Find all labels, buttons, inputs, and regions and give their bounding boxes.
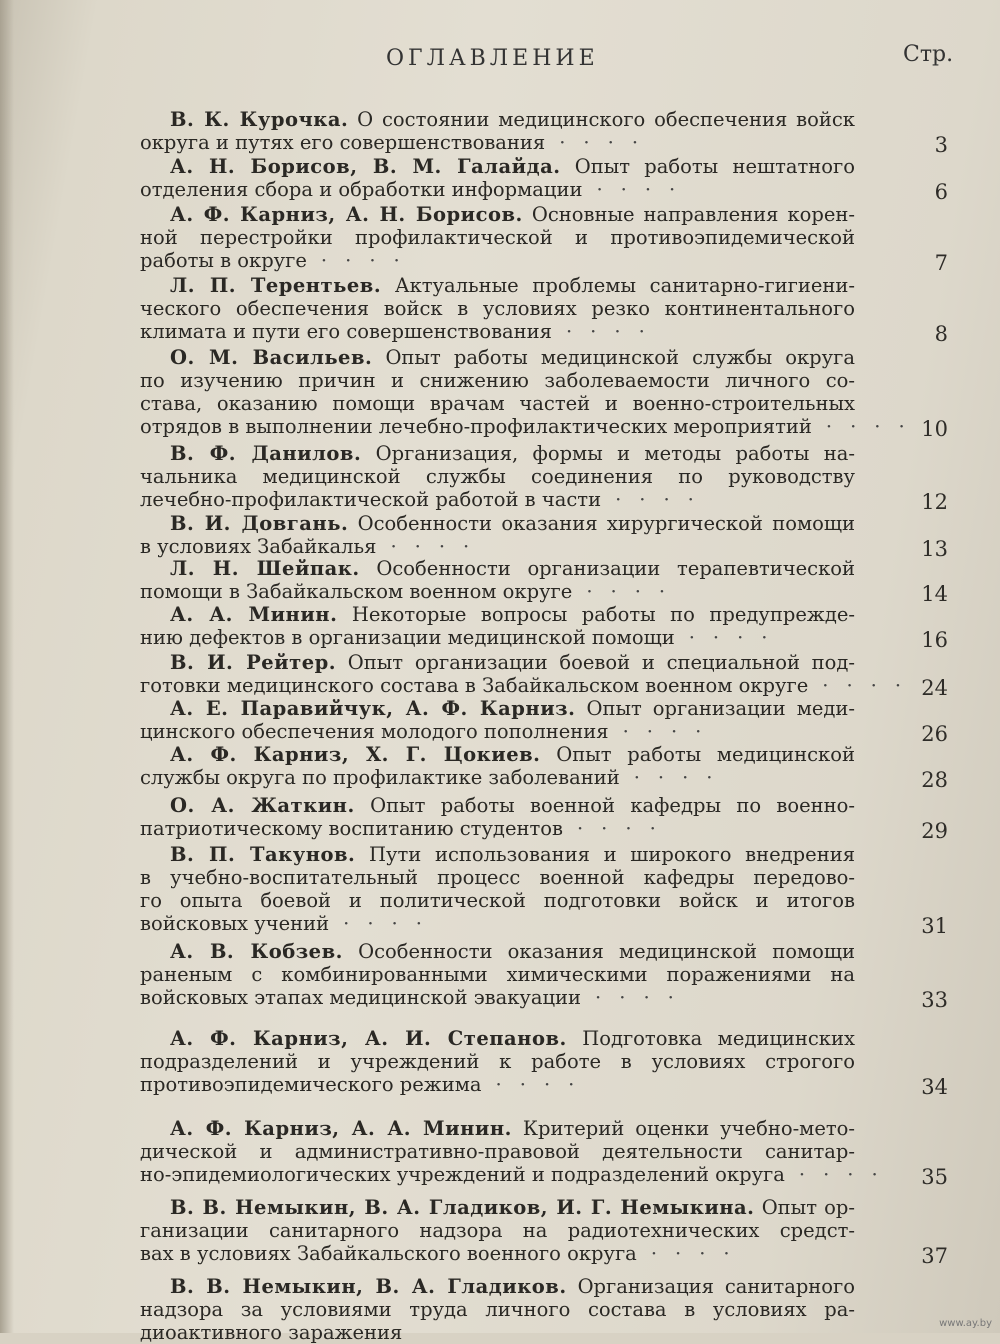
toc-entry-title-text: Опыт организации меди- — [586, 697, 856, 720]
toc-entry-title-text: округа и путях его совершенствования — [140, 131, 546, 154]
dot-leaders: ···· — [495, 1073, 593, 1096]
toc-entry-title-text: Подготовка медицинских — [582, 1027, 855, 1050]
toc-entry-title-text: чальника медицинской службы соединения по руководству — [140, 465, 855, 488]
toc-entry-page-number: 34 — [921, 1075, 948, 1099]
toc-entry-title-text: Особенности оказания медицинской помощи — [358, 940, 856, 963]
toc-entry-authors: А. Ф. Карниз, А. А. Минин. — [170, 1117, 512, 1140]
watermark: www.ay.by — [939, 1318, 992, 1329]
toc-entry-title-text: Опыт ор- — [761, 1196, 855, 1219]
toc-entry-line — [170, 1027, 855, 1050]
toc-entry-authors: А. Н. Борисов, В. М. Галайда. — [170, 155, 561, 178]
toc-entry-page-number: 8 — [934, 322, 948, 346]
toc-entry-title-text: Некоторые вопросы работы по предупрежде- — [351, 603, 855, 626]
toc-entry-line — [140, 415, 923, 438]
toc-entry-page-number: 10 — [921, 417, 948, 441]
toc-entry-title-text: готовки медицинского состава в Забайкальском военном округе — [140, 674, 809, 697]
toc-entry-line — [140, 297, 855, 320]
toc-entry-title-text: диоактивного заражения — [140, 1321, 403, 1344]
toc-entry-title-text: противоэпидемического режима — [140, 1073, 482, 1096]
toc-entry-authors: А. Е. Паравийчук, А. Ф. Карниз. — [170, 697, 576, 720]
toc-entry-page-number: 24 — [921, 676, 948, 700]
toc-entry-title-text: Особенности организации терапевтической — [376, 557, 856, 580]
toc-entry-page-number: 7 — [934, 251, 948, 275]
toc-entry-line — [140, 963, 855, 986]
toc-entry-title-text: го опыта боевой и политической подготовки войск и итогов — [140, 889, 855, 912]
toc-entry-authors: В. К. Курочка. — [170, 108, 349, 131]
toc-entry-title-text: подразделений и учреждений к работе в условиях строгого — [140, 1050, 855, 1073]
dot-leaders: ···· — [615, 488, 712, 511]
toc-entry-title-text: службы округа по профилактике заболеваний — [140, 766, 620, 789]
toc-entry-line — [140, 178, 855, 201]
toc-entry-title-text: цинского обеспечения молодого пополнения — [140, 720, 609, 743]
toc-entry-line — [140, 320, 855, 343]
toc-entry-authors: А. Ф. Карниз, А. И. Степанов. — [170, 1027, 567, 1050]
toc-entry-title-text: но-эпидемиологических учреждений и подразделений округа — [140, 1163, 785, 1186]
toc-entry-page-number: 31 — [921, 914, 948, 938]
toc-entry-line — [170, 155, 855, 178]
toc-entry-line — [170, 743, 855, 766]
toc-entry-page-number: 13 — [921, 537, 948, 561]
toc-entry-line — [140, 369, 855, 392]
toc-entry-title-text: дической и административно-правовой деятельности санитар- — [140, 1140, 855, 1163]
toc-entry-authors: А. В. Кобзев. — [170, 940, 343, 963]
toc-entry-page-number: 12 — [921, 490, 948, 514]
toc-entry-title-text: отделения сбора и обработки информации — [140, 178, 583, 201]
toc-entry-authors: А. Ф. Карниз, Х. Г. Цокиев. — [170, 743, 541, 766]
toc-entry-page-number: 37 — [921, 1244, 948, 1268]
toc-entry-authors: В. И. Довгань. — [170, 512, 349, 535]
dot-leaders: ···· — [596, 178, 694, 201]
toc-entry-page-number: 26 — [921, 722, 948, 746]
toc-entry-title-text: Особенности оказания хирургической помощи — [357, 512, 855, 535]
toc-entry-title-text: помощи в Забайкальском военном округе — [140, 580, 573, 603]
toc-entry-authors: В. И. Рейтер. — [170, 651, 337, 674]
toc-entry-title-text: вах в условиях Забайкальского военного округа — [140, 1242, 637, 1265]
toc-entry-title-text: О состоянии медицинского обеспечения войск — [357, 108, 855, 131]
dot-leaders: ···· — [650, 1242, 748, 1265]
dot-leaders: ···· — [595, 986, 692, 1009]
toc-entry-line — [140, 1298, 855, 1321]
toc-entry-authors: В. П. Такунов. — [170, 843, 356, 866]
toc-entry-title-text: войсковых учений — [140, 912, 330, 935]
toc-entry-page-number: 14 — [921, 582, 948, 606]
toc-entry-line — [140, 249, 855, 272]
toc-entry-line — [170, 442, 855, 465]
toc-entry-page-number: 6 — [934, 180, 948, 204]
toc-entry-line — [170, 651, 855, 674]
toc-entry-line — [170, 603, 855, 626]
toc-entry-title-text: в условиях Забайкалья — [140, 535, 377, 558]
toc-entry-title-text: Критерий оценки учебно-мето- — [522, 1117, 855, 1140]
toc-entry-line — [170, 346, 855, 369]
toc-entry-title-text: Пути использования и широкого внедрения — [369, 843, 856, 866]
toc-entry-line — [170, 1275, 855, 1298]
toc-entry-title-text: раненым с комбинированными химическими поражениями на — [140, 963, 855, 986]
toc-entry-line — [140, 1219, 855, 1242]
toc-entry-title-text: лечебно-профилактической работой в части — [140, 488, 602, 511]
toc-entry-line — [170, 108, 855, 131]
toc-entry-line — [140, 1242, 855, 1265]
toc-entry-line — [140, 817, 855, 840]
toc-entry-page-number: 16 — [921, 628, 948, 652]
page-title: ОГЛАВЛЕНИЕ — [386, 46, 599, 71]
toc-entry-authors: А. А. Минин. — [170, 603, 338, 626]
toc-entry-line — [140, 465, 855, 488]
toc-entry-title-text: Организация санитарного — [577, 1275, 856, 1298]
toc-entry-title-text: войсковых этапах медицинской эвакуации — [140, 986, 582, 1009]
toc-entry-title-text: Опыт работы медицинской — [556, 743, 855, 766]
toc-entry-page-number: 29 — [921, 819, 948, 843]
dot-leaders: ···· — [633, 766, 731, 789]
dot-leaders: ···· — [565, 320, 663, 343]
dot-leaders: ···· — [825, 415, 923, 438]
toc-entry-authors: О. М. Васильев. — [170, 346, 373, 369]
toc-entry-line — [140, 986, 855, 1009]
toc-entry-title-text: климата и пути его совершенствования — [140, 320, 552, 343]
toc-entry-title-text: нию дефектов в организации медицинской помощи — [140, 626, 675, 649]
toc-entry-line — [140, 131, 855, 154]
toc-entry-line — [170, 557, 855, 580]
toc-entry-title-text: Опыт организации боевой и специальной под- — [347, 651, 855, 674]
toc-entry-line — [170, 274, 855, 297]
toc-entry-line — [140, 720, 855, 743]
toc-entry-line — [140, 912, 855, 935]
toc-entry-authors: Л. П. Терентьев. — [170, 274, 382, 297]
toc-entry-authors: В. Ф. Данилов. — [170, 442, 362, 465]
toc-entry-line — [140, 226, 855, 249]
toc-entry-title-text: в учебно-воспитательный процесс военной кафедры передово- — [140, 866, 855, 889]
page-binding-shadow — [0, 0, 14, 1333]
toc-entry-line — [140, 866, 855, 889]
toc-entry-line — [140, 1163, 896, 1186]
page-column-label: Стр. — [903, 42, 954, 67]
toc-entry-line — [140, 488, 855, 511]
toc-entry-title-text: Организация, формы и методы работы на- — [375, 442, 855, 465]
toc-entry-authors: А. Ф. Карниз, А. Н. Борисов. — [170, 203, 523, 226]
toc-entry-title-text: надзора за условиями труда личного состава в условиях ра- — [140, 1298, 855, 1321]
toc-entry-title-text: работы в округе — [140, 249, 307, 272]
toc-entry-title-text: ганизации санитарного надзора на радиотехнических средст- — [140, 1219, 855, 1242]
toc-entry-line — [170, 512, 855, 535]
toc-entry-page-number: 28 — [921, 768, 948, 792]
dot-leaders: ···· — [822, 674, 920, 697]
dot-leaders: ···· — [798, 1163, 896, 1186]
toc-entry-title-text: ческого обеспечения войск в условиях резко континентального — [140, 297, 855, 320]
toc-entry-title-text: ной перестройки профилактической и противоэпидемической — [140, 226, 855, 249]
toc-entry-line — [140, 626, 855, 649]
toc-entry-title-text: патриотическому воспитанию студентов — [140, 817, 563, 840]
toc-entry-line — [140, 766, 855, 789]
toc-entry-line — [170, 843, 855, 866]
toc-entry-authors: В. В. Немыкин, В. А. Гладиков. — [170, 1275, 567, 1298]
toc-entry-title-text: по изучению причин и снижению заболеваемости личного со- — [140, 369, 855, 392]
toc-entry-authors: Л. Н. Шейпак. — [170, 557, 360, 580]
dot-leaders: ···· — [390, 535, 488, 558]
dot-leaders: ···· — [576, 817, 674, 840]
toc-entry-page-number: 33 — [921, 988, 948, 1012]
toc-entry-line — [170, 794, 855, 817]
dot-leaders: ···· — [586, 580, 684, 603]
dot-leaders: ···· — [622, 720, 720, 743]
toc-entry-line — [170, 1117, 855, 1140]
toc-entry-title-text: Опыт работы нештатного — [574, 155, 856, 178]
toc-entry-authors: О. А. Жаткин. — [170, 794, 355, 817]
toc-entry-line — [140, 580, 855, 603]
toc-entry-line — [140, 1073, 855, 1096]
toc-entry-line — [170, 697, 855, 720]
toc-entry-line — [170, 203, 855, 226]
toc-entry-title-text: Актуальные проблемы санитарно-гигиени- — [394, 274, 855, 297]
toc-entry-line — [170, 940, 855, 963]
toc-entry-title-text: отрядов в выполнении лечебно-профилактических мероприятий — [140, 415, 812, 438]
toc-entry-authors: В. В. Немыкин, В. А. Гладиков, И. Г. Немыкина. — [170, 1196, 755, 1219]
toc-entry-line — [140, 535, 855, 558]
toc-entry-title-text: Опыт работы военной кафедры по военно- — [370, 794, 855, 817]
toc-entry-line — [140, 889, 855, 912]
toc-entry-page-number: 35 — [921, 1165, 948, 1189]
toc-entry-page-number: 3 — [934, 133, 948, 157]
dot-leaders: ···· — [688, 626, 786, 649]
toc-entry-line — [140, 1050, 855, 1073]
dot-leaders: ···· — [320, 249, 418, 272]
dot-leaders: ···· — [343, 912, 440, 935]
toc-entry-title-text: Основные направления корен- — [531, 203, 855, 226]
toc-entry-line — [140, 392, 855, 415]
toc-entry-title-text: става, оказанию помощи врачам частей и военно-строительных — [140, 392, 855, 415]
toc-entry-title-text: Опыт работы медицинской службы округа — [385, 346, 855, 369]
toc-entry-line — [170, 1196, 855, 1219]
dot-leaders: ···· — [559, 131, 657, 154]
toc-entry-line — [140, 1140, 855, 1163]
toc-entry-line — [140, 674, 920, 697]
